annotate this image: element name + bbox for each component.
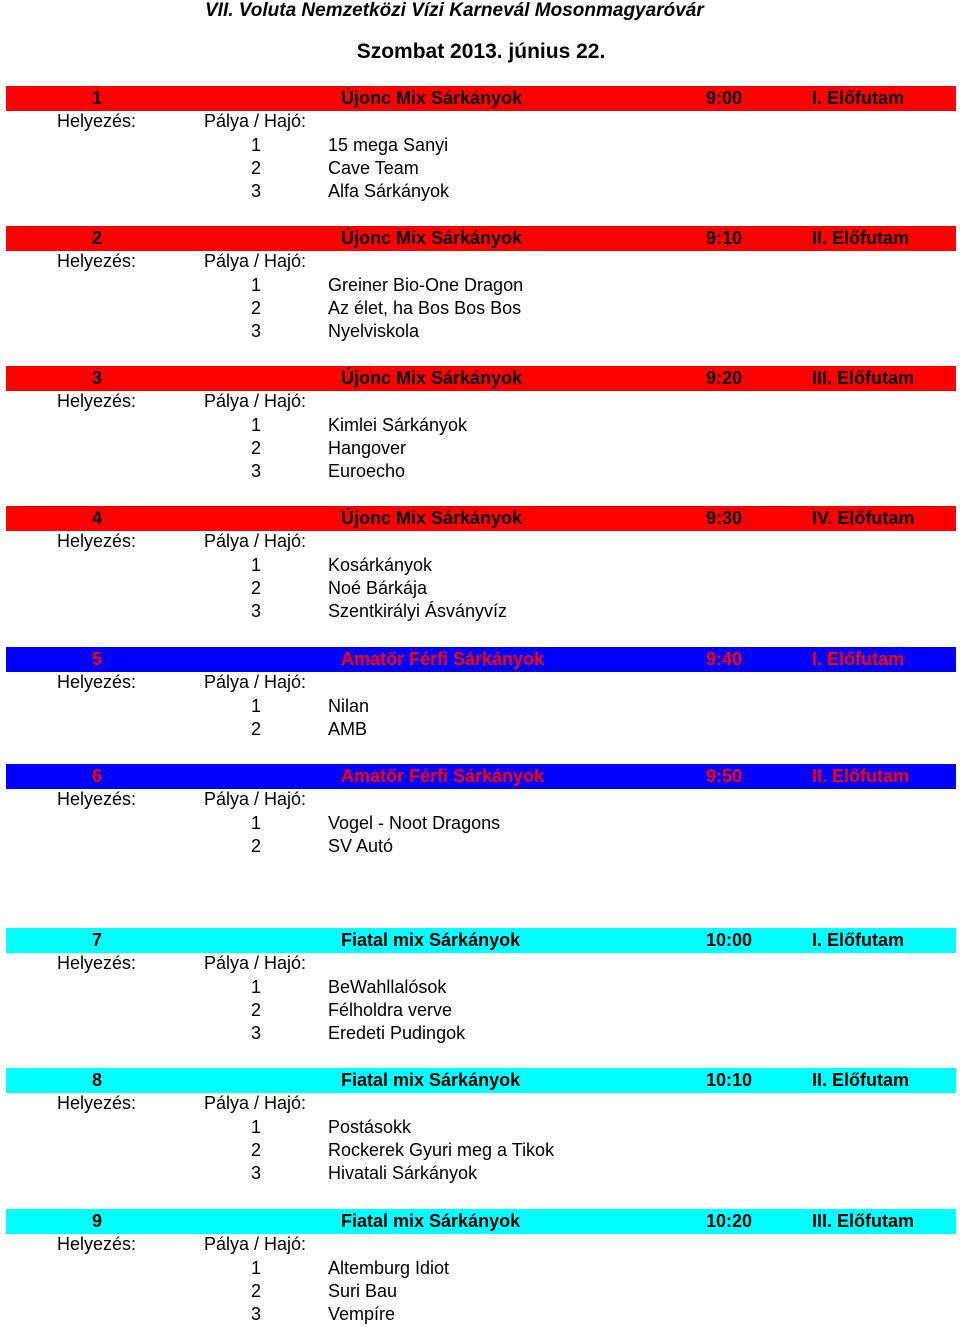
race-header-bar — [6, 506, 956, 531]
lane-label: Pálya / Hajó: — [204, 531, 307, 551]
column-headers — [0, 390, 960, 413]
result-team: Suri Bau — [328, 1281, 398, 1301]
result-row — [0, 835, 960, 858]
race-block-4 — [0, 506, 960, 621]
result-row — [0, 577, 960, 600]
result-place: 2 — [251, 578, 262, 598]
result-place: 1 — [251, 977, 262, 997]
race-header-bar — [6, 366, 956, 391]
result-place: 1 — [251, 275, 262, 295]
result-row — [0, 1257, 960, 1280]
result-place: 2 — [251, 1281, 262, 1301]
race-time: 10:20 — [706, 1211, 753, 1231]
race-heat: II. Előfutam — [812, 228, 910, 248]
result-row — [0, 460, 960, 483]
column-headers — [0, 250, 960, 273]
race-time: 9:20 — [706, 368, 743, 388]
lane-label: Pálya / Hajó: — [204, 953, 307, 973]
result-team: Nyelviskola — [328, 321, 420, 341]
race-category: Amatőr Férfi Sárkányok — [341, 766, 545, 786]
result-place: 3 — [251, 601, 262, 621]
result-place: 1 — [251, 813, 262, 833]
race-number: 9 — [92, 1211, 103, 1231]
race-number: 4 — [92, 508, 103, 528]
result-place: 1 — [251, 135, 262, 155]
result-place: 2 — [251, 1000, 262, 1020]
result-team: Hangover — [328, 438, 407, 458]
lane-label: Pálya / Hajó: — [204, 1093, 307, 1113]
result-row — [0, 414, 960, 437]
result-row — [0, 812, 960, 835]
position-label: Helyezés: — [57, 531, 137, 551]
position-label: Helyezés: — [57, 111, 137, 131]
result-team: 15 mega Sanyi — [328, 135, 449, 155]
lane-label: Pálya / Hajó: — [204, 672, 307, 692]
race-category: Amatőr Férfi Sárkányok — [341, 649, 545, 669]
race-number: 6 — [92, 766, 103, 786]
result-team: Noé Bárkája — [328, 578, 428, 598]
result-place: 3 — [251, 1163, 262, 1183]
result-team: Euroecho — [328, 461, 406, 481]
race-category: Fiatal mix Sárkányok — [341, 930, 521, 950]
race-header-bar — [6, 647, 956, 672]
page-title: VII. Voluta Nemzetközi Vízi Karnevál Mosonmagyaróvár — [205, 0, 704, 21]
position-label: Helyezés: — [57, 672, 137, 692]
race-time: 9:50 — [706, 766, 743, 786]
result-row — [0, 718, 960, 741]
column-headers — [0, 671, 960, 694]
result-place: 1 — [251, 1117, 262, 1137]
race-number: 1 — [92, 88, 103, 108]
result-place: 3 — [251, 461, 262, 481]
result-place: 2 — [251, 438, 262, 458]
result-place: 1 — [251, 555, 262, 575]
race-block-2 — [0, 226, 960, 341]
result-row — [0, 1022, 960, 1045]
result-team: Kimlei Sárkányok — [328, 415, 468, 435]
race-time: 10:10 — [706, 1070, 753, 1090]
column-headers — [0, 788, 960, 811]
race-block-3 — [0, 366, 960, 481]
result-team: Nilan — [328, 696, 370, 716]
result-row — [0, 1162, 960, 1185]
race-header-bar — [6, 86, 956, 111]
race-time: 9:40 — [706, 649, 743, 669]
result-place: 1 — [251, 1258, 262, 1278]
result-place: 3 — [251, 1304, 262, 1324]
race-header-bar — [6, 928, 956, 953]
result-team: Félholdra verve — [328, 1000, 453, 1020]
race-number: 8 — [92, 1070, 103, 1090]
race-header-bar — [6, 764, 956, 789]
result-team: Szentkirályi Ásványvíz — [328, 601, 508, 621]
race-category: Fiatal mix Sárkányok — [341, 1211, 521, 1231]
column-headers — [0, 110, 960, 133]
result-row — [0, 600, 960, 623]
race-block-9 — [0, 1209, 960, 1324]
race-heat: I. Előfutam — [812, 649, 905, 669]
result-team: AMB — [328, 719, 368, 739]
race-header-bar — [6, 226, 956, 251]
race-block-1 — [0, 86, 960, 201]
result-row — [0, 180, 960, 203]
race-time: 9:30 — [706, 508, 743, 528]
result-row — [0, 1116, 960, 1139]
position-label: Helyezés: — [57, 789, 137, 809]
result-place: 2 — [251, 1140, 262, 1160]
result-team: Kosárkányok — [328, 555, 433, 575]
column-headers — [0, 530, 960, 553]
result-place: 3 — [251, 1023, 262, 1043]
result-team: Hivatali Sárkányok — [328, 1163, 478, 1183]
result-place: 1 — [251, 696, 262, 716]
result-place: 3 — [251, 321, 262, 341]
lane-label: Pálya / Hajó: — [204, 111, 307, 131]
race-block-7 — [0, 928, 960, 1043]
result-place: 2 — [251, 836, 262, 856]
race-time: 10:00 — [706, 930, 753, 950]
result-row — [0, 999, 960, 1022]
lane-label: Pálya / Hajó: — [204, 391, 307, 411]
result-team: Rockerek Gyuri meg a Tikok — [328, 1140, 555, 1160]
position-label: Helyezés: — [57, 251, 137, 271]
result-team: Vempíre — [328, 1304, 396, 1324]
position-label: Helyezés: — [57, 1093, 137, 1113]
result-row — [0, 320, 960, 343]
result-row — [0, 437, 960, 460]
result-row — [0, 134, 960, 157]
result-row — [0, 157, 960, 180]
result-row — [0, 1280, 960, 1303]
position-label: Helyezés: — [57, 1234, 137, 1254]
result-place: 2 — [251, 158, 262, 178]
race-time: 9:10 — [706, 228, 743, 248]
column-headers — [0, 1233, 960, 1256]
race-heat: I. Előfutam — [812, 88, 905, 108]
result-place: 3 — [251, 181, 262, 201]
result-team: BeWahllalósok — [328, 977, 447, 997]
race-category: Fiatal mix Sárkányok — [341, 1070, 521, 1090]
race-category: Újonc Mix Sárkányok — [341, 508, 523, 528]
race-heat: II. Előfutam — [812, 766, 910, 786]
result-team: Vogel - Noot Dragons — [328, 813, 501, 833]
race-number: 5 — [92, 649, 103, 669]
result-row — [0, 1303, 960, 1326]
lane-label: Pálya / Hajó: — [204, 1234, 307, 1254]
position-label: Helyezés: — [57, 953, 137, 973]
lane-label: Pálya / Hajó: — [204, 789, 307, 809]
race-block-5 — [0, 647, 960, 739]
result-row — [0, 695, 960, 718]
race-category: Újonc Mix Sárkányok — [341, 368, 523, 388]
race-number: 2 — [92, 228, 103, 248]
result-team: Alfa Sárkányok — [328, 181, 450, 201]
page-date: Szombat 2013. június 22. — [356, 40, 606, 63]
lane-label: Pálya / Hajó: — [204, 251, 307, 271]
result-team: Altemburg Idiot — [328, 1258, 450, 1278]
column-headers — [0, 1092, 960, 1115]
result-place: 2 — [251, 719, 262, 739]
race-heat: III. Előfutam — [812, 1211, 915, 1231]
result-row — [0, 297, 960, 320]
position-label: Helyezés: — [57, 391, 137, 411]
race-header-bar — [6, 1068, 956, 1093]
race-block-8 — [0, 1068, 960, 1183]
result-team: Postásokk — [328, 1117, 412, 1137]
race-category: Újonc Mix Sárkányok — [341, 88, 523, 108]
result-place: 1 — [251, 415, 262, 435]
result-row — [0, 274, 960, 297]
result-place: 2 — [251, 298, 262, 318]
race-heat: III. Előfutam — [812, 368, 915, 388]
race-category: Újonc Mix Sárkányok — [341, 228, 523, 248]
result-row — [0, 554, 960, 577]
race-time: 9:00 — [706, 88, 743, 108]
result-team: SV Autó — [328, 836, 394, 856]
race-heat: II. Előfutam — [812, 1070, 910, 1090]
race-heat: I. Előfutam — [812, 930, 905, 950]
column-headers — [0, 952, 960, 975]
result-team: Cave Team — [328, 158, 419, 178]
result-row — [0, 976, 960, 999]
race-block-6 — [0, 764, 960, 856]
race-number: 7 — [92, 930, 103, 950]
result-row — [0, 1139, 960, 1162]
race-number: 3 — [92, 368, 103, 388]
result-team: Az élet, ha Bos Bos Bos — [328, 298, 522, 318]
race-heat: IV. Előfutam — [812, 508, 915, 528]
result-team: Eredeti Pudingok — [328, 1023, 466, 1043]
race-header-bar — [6, 1209, 956, 1234]
result-team: Greiner Bio-One Dragon — [328, 275, 524, 295]
